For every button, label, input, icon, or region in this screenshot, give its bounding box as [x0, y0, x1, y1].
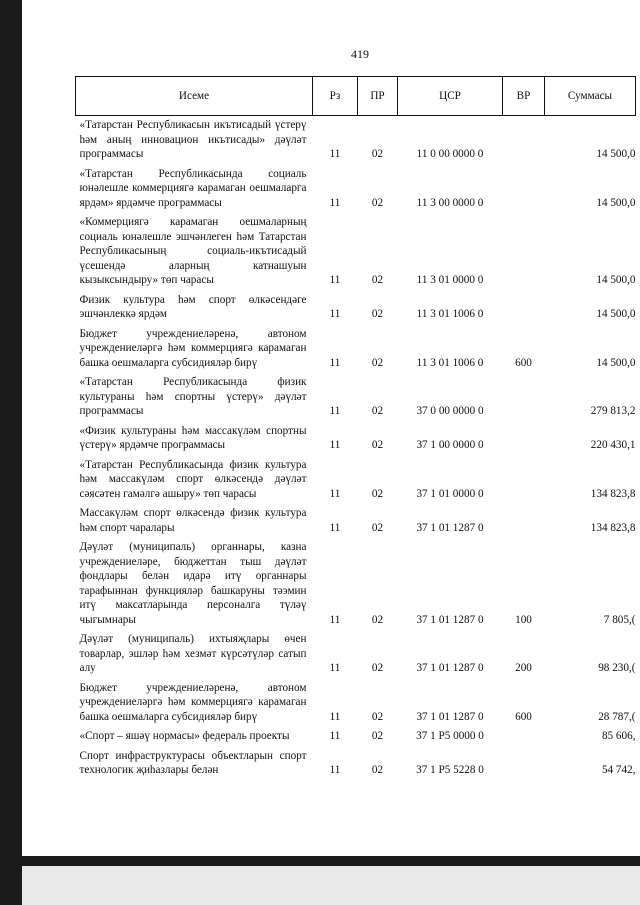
cell-sum: 14 500,0 [596, 148, 636, 160]
header-name: Исеме [76, 77, 313, 116]
cell-pr: 02 [371, 613, 384, 626]
cell-vr [503, 422, 545, 456]
cell-vr: 200 [515, 662, 532, 674]
cell-csr: 37 1 01 1287 0 [416, 662, 484, 674]
table-row [76, 747, 636, 781]
cell-pr: 02 [371, 662, 384, 674]
cell-pr: 02 [371, 521, 384, 534]
cell-name: «Спорт – яшәү нормасы» федераль проекты [79, 730, 290, 742]
cell-rz: 11 [329, 308, 341, 320]
cell-vr [503, 504, 545, 538]
cell-name: Бюджет учреждениеләренә, автоном учреждениеләргә һәм коммерциягә карамаган башка оешмаларга субсидияләр бирү [79, 681, 307, 723]
table-body [76, 116, 636, 781]
cell-vr [503, 456, 545, 505]
cell-name: Бюджет учреждениеләренә, автоном учреждениеләргә һәм коммерциягә карамаган башка оешмаларга субсидияләр бирү [79, 327, 307, 369]
table-row [76, 291, 636, 325]
cell-vr [503, 165, 545, 214]
cell-name: «Коммерциягә карамаган оешмаларның социаль юнәлешле эшчәнлеген һәм Татарстан Республикасының социаль-икътисадый үсешендә аларның катнашуын кызыксындыру» төп чарасы [79, 216, 307, 286]
table-header-row [76, 77, 636, 116]
table-row [76, 630, 636, 679]
table-row [76, 504, 636, 538]
cell-csr: 37 1 01 1287 0 [416, 710, 484, 723]
cell-sum: 98 230,( [598, 662, 636, 674]
cell-csr: 11 3 00 0000 0 [416, 196, 484, 209]
cell-name: «Татарстан Республикасын икътисадый үстерү һәм аның инновацион икътисады» дәүләт программасы [79, 119, 307, 160]
cell-vr: 100 [515, 613, 532, 626]
cell-vr [503, 373, 545, 422]
header-vr: ВР [503, 77, 545, 116]
cell-pr: 02 [371, 487, 384, 500]
cell-sum: 220 430,1 [590, 439, 636, 451]
scan-border-bottom-inner [22, 866, 640, 905]
cell-name: «Татарстан Республикасында физик культураны һәм спортны үстерү» дәүләт программасы [79, 376, 307, 417]
cell-vr [503, 727, 545, 747]
cell-csr: 37 0 00 0000 0 [416, 405, 484, 417]
cell-rz: 11 [329, 613, 341, 626]
cell-csr: 37 1 00 0000 0 [416, 439, 484, 451]
cell-pr: 02 [371, 730, 384, 742]
table-row [76, 679, 636, 728]
cell-rz: 11 [329, 521, 341, 534]
cell-name: Массакүләм спорт өлкәсендә физик культура һәм спорт чаралары [79, 507, 307, 534]
cell-name: «Татарстан Республикасында социаль юнәлешле коммерциягә карамаган оешмаларга ярдәм» ярдәмче программасы [79, 167, 307, 209]
cell-name: Спорт инфраструктурасы объектларын спорт технологик җиһазлары белән [79, 749, 307, 776]
scan-border-left [0, 0, 22, 905]
cell-name: «Татарстан Республикасында физик культура һәм массакүләм спорт өлкәсендә дәүләт сәясәтен гамәлгә ашыру» төп чарасы [79, 458, 307, 500]
cell-rz: 11 [329, 356, 341, 369]
cell-rz: 11 [329, 405, 341, 417]
cell-name: Физик культура һәм спорт өлкәсендәге эшчәнлеккә ярдәм [79, 293, 307, 320]
cell-sum: 134 823,8 [590, 521, 636, 534]
cell-name: Дәүләт (муниципаль) ихтыяҗлары өчен товарлар, эшләр һәм хезмәт күрсәтүләр сатып алу [79, 633, 307, 674]
cell-vr: 600 [515, 710, 532, 723]
cell-rz: 11 [329, 710, 341, 723]
cell-vr [503, 116, 545, 165]
cell-sum: 14 500,0 [596, 274, 636, 286]
cell-rz: 11 [329, 730, 341, 742]
cell-pr: 02 [371, 196, 384, 209]
cell-pr: 02 [371, 710, 384, 723]
cell-csr: 11 3 01 1006 0 [416, 356, 484, 369]
cell-csr: 37 1 01 1287 0 [416, 613, 484, 626]
cell-sum: 85 606, [601, 730, 636, 742]
table-row [76, 325, 636, 374]
cell-csr: 11 0 00 0000 0 [416, 148, 484, 160]
cell-sum: 54 742, [601, 764, 636, 776]
table-row [76, 165, 636, 214]
cell-pr: 02 [371, 308, 384, 320]
cell-rz: 11 [329, 274, 341, 286]
cell-sum: 28 787,( [598, 710, 636, 723]
cell-csr: 11 3 01 1006 0 [416, 308, 484, 320]
cell-csr: 37 1 P5 0000 0 [416, 730, 484, 742]
header-rz: Рз [313, 77, 358, 116]
table-row [76, 116, 636, 165]
cell-rz: 11 [329, 148, 341, 160]
cell-rz: 11 [329, 439, 341, 451]
cell-csr: 37 1 01 1287 0 [416, 521, 484, 534]
cell-pr: 02 [371, 356, 384, 369]
cell-vr [503, 747, 545, 781]
header-csr: ЦСР [398, 77, 503, 116]
budget-table [75, 76, 636, 781]
cell-pr: 02 [371, 148, 384, 160]
header-pr: ПР [358, 77, 398, 116]
cell-sum: 14 500,0 [596, 356, 636, 369]
cell-sum: 279 813,2 [590, 405, 636, 417]
cell-rz: 11 [329, 196, 341, 209]
cell-name: «Физик культураны һәм массакүләм спортны үстерү» ярдәмче программасы [79, 424, 307, 451]
cell-sum: 14 500,0 [596, 196, 636, 209]
table-row [76, 373, 636, 422]
cell-csr: 37 1 01 0000 0 [416, 487, 484, 500]
cell-csr: 37 1 P5 5228 0 [416, 764, 484, 776]
cell-name: Дәүләт (муниципаль) органнары, казна учреждениеләре, бюджеттан тыш дәүләт фондлары белән идарә итү органнары тарафыннан функцияләр башкаруны тәэмин итү максатларында персоналга түләү чыгымнары [79, 541, 307, 626]
table-row [76, 727, 636, 747]
page-number: 419 [351, 47, 369, 61]
cell-sum: 14 500,0 [596, 308, 636, 320]
table-row [76, 213, 636, 291]
cell-vr: 600 [515, 356, 532, 369]
cell-sum: 7 805,( [603, 613, 636, 626]
cell-rz: 11 [329, 764, 341, 776]
cell-vr [503, 291, 545, 325]
cell-pr: 02 [371, 274, 384, 286]
cell-sum: 134 823,8 [590, 487, 636, 500]
cell-pr: 02 [371, 405, 384, 417]
cell-rz: 11 [329, 662, 341, 674]
cell-rz: 11 [329, 487, 341, 500]
cell-vr [503, 213, 545, 291]
table-row [76, 456, 636, 505]
table-row [76, 422, 636, 456]
cell-csr: 11 3 01 0000 0 [416, 274, 484, 286]
header-sum: Суммасы [545, 77, 636, 116]
cell-pr: 02 [371, 439, 384, 451]
table-row [76, 538, 636, 630]
cell-pr: 02 [371, 764, 384, 776]
